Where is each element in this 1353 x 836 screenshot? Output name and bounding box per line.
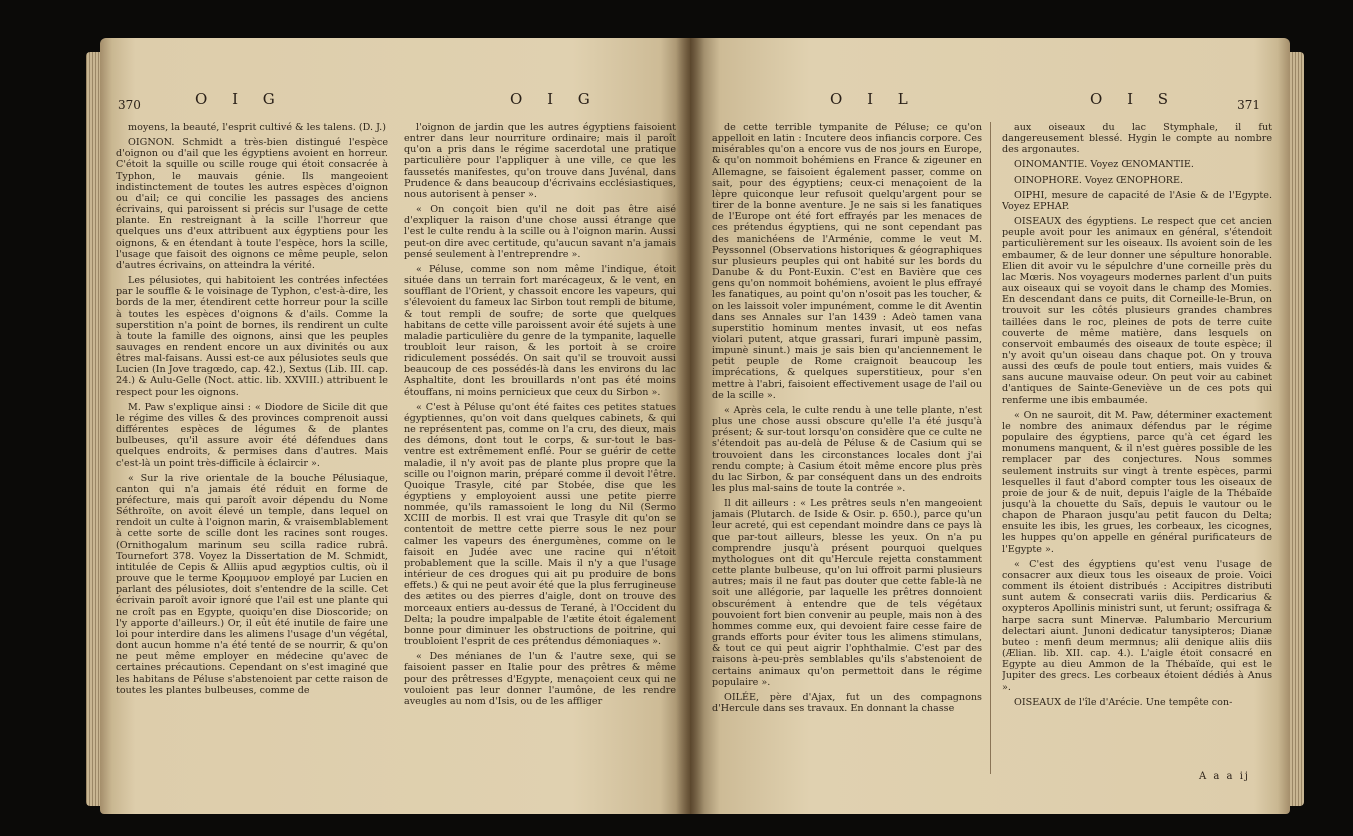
paragraph: « Péluse, comme son nom même l'indique, étoit située dans un terrain fort marécageux, & le vent, en soufflant de l'Orient, y chassoit encore les vapeurs, qui s'élevoient du fameux lac Sirbon tout rempli de bitume, & tout rempli de soufre; de sorte que quelques habitans de cette ville paroissent avoir été sujets à une maladie particulière du genre de la tympanite, laquelle troubloit leur raison, & les portoit à se croire ridiculement possédés. On sait qu'il se trouvoit aussi beaucoup de ces possédés-là dans les environs du lac Asphaltite, dont les brouillards n'ont pas été moins étouffans, ni moins pernicieux que ceux du Sirbon ».	[404, 263, 676, 398]
paragraph: aux oiseaux du lac Stymphale, il fut dangereusement blessé. Hygin le compte au nombre des argonautes.	[1002, 122, 1272, 156]
running-head: O I G	[510, 90, 600, 108]
page-number: 370	[118, 98, 141, 112]
paragraph: OIPHI, mesure de capacité de l'Asie & de l'Egypte. Voyez EPHAP.	[1002, 189, 1272, 212]
running-head: O I L	[830, 90, 918, 108]
paragraph: OISEAUX des égyptiens. Le respect que cet ancien peuple avoit pour les animaux en général, s'étendoit particulièrement sur les oiseaux. Ils avoient soin de les embaumer, & de leur donner une sépulture honorable. Elien dit avoir vu le sépulchre d'une corneille près du lac Mœris. Nos voyageurs modernes parlent d'un puits aux oiseaux qui se voyoit dans le champ des Momies. En descendant dans ce puits, dit Corneille-le-Brun, on trouvoit sur les côtés plusieurs grandes chambres taillées dans le roc, pleines de pots de terre cuite couverte de même matière, dans lesquels on conservoit embaumés des oiseaux de toute espèce; il n'y avoit qu'un oiseau dans chaque pot. On y trouva aussi des œufs de poule tout entiers, mais vuides & sans aucune mauvaise odeur. On peut voir au cabinet d'antiques de Sainte-Geneviève un de ces pots qui renferme une ibis embaumée.	[1002, 216, 1272, 406]
paragraph: OISEAUX de l'île d'Arécie. Une tempête con-	[1014, 696, 1233, 708]
text-column	[712, 122, 982, 786]
page-number: 371	[1237, 98, 1260, 112]
right-page	[690, 38, 1290, 814]
book-gutter	[676, 38, 704, 814]
paragraph: moyens, la beauté, l'esprit cultivé & les talens. (D. J.)	[128, 122, 386, 133]
paragraph: l'oignon de jardin que les autres égyptiens faisoient entrer dans leur nourriture ordinaire; mais il paroît qu'on a pris dans le régime sacerdotal une pratique particulière pour l'appliquer à une ville, ce que les faussetés manifestes, qu'on trouve dans Juvénal, dans Prudence & dans beaucoup d'écrivains ecclésiastiques, nous autorisent à penser ».	[404, 122, 676, 200]
column-rule	[990, 122, 991, 774]
signature-mark: A a a ij	[1199, 771, 1250, 782]
paragraph: « C'est à Péluse qu'ont été faites ces petites statues égyptiennes, qu'on voit dans quelques cabinets, & qui ne représentent pas, comme on l'a cru, des dieux, mais des démons, dont tout le corps, & sur-tout le bas-ventre est extrêmement enflé. Pour se guérir de cette maladie, il n'y avoit pas de plante plus propre que la scille ou l'oignon marin, préparé comme il devoit l'être. Quoique Trasyle, cité par Stobée, dise que les égyptiens y employoient aussi une petite pierre nommée, qu'ils ramassoient le long du Nil (Sermo XCIII de morbis. Il est vrai que Trasyle dit qu'on se contentoit de mettre cette pierre sous le nez pour calmer les vapeurs des énergumènes, comme on le faisoit en Judée avec une racine qui n'étoit probablement que la scille. Mais il n'y a que l'usage intérieur de ces drogues qui ait pu produire de bons effets.) & qui ne peut avoir été que la plus ferrugineuse des ætites ou des pierres d'aigle, dont on trouve des morceaux entiers au-dessus de Terané, à l'Occident du Delta; la poudre impalpable de l'ætite étoit également bonne pour diminuer les obstructions de poitrine, qui troubloient l'esprit de ces prétendus démoniaques ».	[404, 401, 676, 648]
paragraph: OILÉE, père d'Ajax, fut un des compagnons d'Hercule dans ses travaux. En donnant la chasse	[712, 691, 982, 714]
paragraph: « On ne sauroit, dit M. Paw, déterminer exactement le nombre des animaux défendus par le régime populaire des égyptiens, parce qu'à cet égard les monumens manquent, & il n'est guères possible de les remplacer par des conjectures. Nous sommes seulement instruits sur vingt à trente espèces, parmi lesquelles il faut d'abord compter tous les oiseaux de proie de jour & de nuit, depuis l'aigle de la Thébaïde jusqu'à la chouette du Saïs, depuis le vautour ou le chapon de Pharaon jusqu'au petit faucon du Delta; ensuite les ibis, les grues, les corbeaux, les cicognes, les huppes qu'on appelle en général purificateurs de l'Egypte ».	[1002, 409, 1272, 555]
paragraph: OINOPHORE. Voyez ŒNOPHORE.	[1014, 174, 1184, 186]
paragraph: « On conçoit bien qu'il ne doit pas être aisé d'expliquer la raison d'une chose aussi étrange que l'est le culte rendu à la scille ou à l'oignon marin. Aussi peut-on dire avec certitude, qu'aucun savant n'a jamais pensé seulement à l'entreprendre ».	[404, 204, 676, 260]
paragraph: « C'est des égyptiens qu'est venu l'usage de consacrer aux dieux tous les oiseaux de proie. Voici comment ils étoient distribués : Accipitres distributi sunt autem & consecrati variis diis. Perdicarius & oxypteros Apollinis ministri sunt, ut ferunt; ossifraga & harpe sacra sunt Minervæ. Palumbario Mercurium delectari aiunt. Junoni dedicatur tanysipteros; Dianæ buteo : menfi deum mermnus; alii denique aliis diis (Ælian. lib. XII. cap. 4.). L'aigle étoit consacré en Egypte au dieu Ammon de la Thébaïde, qui est le Jupiter des grecs. Les corbeaux étoient dédiés à Anus ».	[1002, 558, 1272, 693]
paragraph: « Sur la rive orientale de la bouche Pélusiaque, canton qui n'a jamais été réduit en forme de préfecture, mais qui paroît avoir dépendu du Nome Séthroïte, on avoit élevé un temple, dans lequel on rendoit un culte à l'oignon marin, & vraisemblablement à cette sorte de scille dont les racines sont rouges. (Ornithogalum marinum seu scilla radice rubrâ. Tournefort 378. Voyez la Dissertation de M. Schmidt, intitulée de Cepis & Alliis apud ægyptios cultis, où il prouve que le terme Κρομμυον employé par Lucien en parlant des pélusiotes, doit s'entendre de la scille. Cet écrivain paroît avoir ignoré que l'ail est une plante qui ne croît pas en Egypte, quoiqu'en dise Dioscoride; on l'y apporte d'ailleurs.) Or, il eût été inutile de faire une loi pour interdire dans les alimens l'usage d'un végétal, dont aucun homme n'a été tenté de se nourrir, & qu'on ne peut même employer en médecine qu'avec de certaines précautions. Cependant on s'est imaginé que les habitans de Péluse s'abstenoient par cette raison de toutes les plantes bulbeuses, comme de	[116, 472, 388, 696]
paragraph: OINOMANTIE. Voyez ŒNOMANTIE.	[1014, 159, 1194, 171]
paragraph: OIGNON. Schmidt a très-bien distingué l'espèce d'oignon ou d'ail que les égyptiens avoient en horreur. C'étoit la squille ou scille rouge qui étoit consacrée à Typhon, le mauvais génie. Ils mangeoient indistinctement de toutes les autres espèces d'oignon ou d'ail; ce qui concilie les passages des anciens écrivains, qui paroissent si précis sur l'usage de cette plante. En restreignant à la scille l'horreur que quelques uns d'eux attribuent aux égyptiens pour les oignons, & en étendant à toute l'espèce, hors la scille, l'usage que faisoit des oignons ce même peuple, selon d'autres écrivains, on atteindra la vérité.	[116, 137, 388, 271]
running-head: O I S	[1090, 90, 1179, 108]
paragraph: Il dit ailleurs : « Les prêtres seuls n'en mangeoient jamais (Plutarch. de Iside & Osir. p. 650.), parce qu'un leur acreté, qui est cependant moindre dans ce pays là que par-tout ailleurs, blesse les yeux. On n'a pu comprendre jusqu'à présent pourquoi quelques mythologues ont dit qu'Hercule rejetta constamment cette plante bulbeuse, qu'on lui offroit parmi plusieurs autres; mais il ne faut pas douter que cette fable-là ne soit une allégorie, par laquelle les prêtres donnoient obscurément à entendre que de tels végétaux pouvoient fort bien convenir au peuple, mais non à des hommes comme eux, qui devoient faire cesse faire de grands efforts pour éviter tous les alimens stimulans, & tout ce qui peut aigrir l'ophthalmie. C'est par des raisons à-peu-près semblables qu'ils s'abstenoient de certains animaux qu'on permettoit dans le régime populaire ».	[712, 498, 982, 688]
text-column	[116, 122, 388, 786]
right-page-edges	[1290, 52, 1304, 806]
running-head: O I G	[195, 90, 285, 108]
text-column	[404, 122, 676, 786]
left-page-edges	[86, 52, 100, 806]
paragraph: M. Paw s'explique ainsi : « Diodore de Sicile dit que le régime des villes & des provinces comprenoit aussi différentes espèces de légumes & de plantes bulbeuses, qu'il assure avoir été défendues dans quelques endroits, & permises dans d'autres. Mais c'est-là un point très-difficile à éclaircir ».	[116, 401, 388, 469]
paragraph: de cette terrible tympanite de Péluse; ce qu'on appelloit en latin : Incutere deos infiancis corpore. Ces misérables qu'on a encore vus de nos jours en Europe, & qu'on nommoit bohémiens en France & zigeuner en Allemagne, se faisoient également passer, comme on sait, pour des égyptiens; ceux-ci menaçoient de la lèpre quiconque leur refusoit quelqu'argent pour se tirer de la bonne aventure. Je ne sais si les fanatiques de l'Europe ont été fort effrayés par les menaces de ces prétendus égyptiens, qui ne sont cependant pas des manichéens de l'Arménie, comme le veut M. Peyssonnel (Observations historiques & géographiques sur plusieurs peuples qui ont habité sur les bords du Danube & du Pont-Euxin. C'est en Bavière que ces gens qu'on nommoit bohémiens, avoient le plus effrayé les fanatiques, au point qu'on n'osoit pas les toucher, & on les laissoit voler impunément, comme le dit Aventin dans ses Annales sur l'an 1439 : Adeò tamen vana superstitio hominum mentes invasit, ut eos nefas violari putent, atque grassari, furari impunè passim, impunè sinunt.) mais je sais bien qu'anciennement le petit peuple de Rome craignoit beaucoup les imprécations, & quelques superstitieux, pour s'en mettre à l'abri, faisoient effectivement usage de l'ail ou de la scille ».	[712, 122, 982, 401]
paragraph: « Après cela, le culte rendu à une telle plante, n'est plus une chose aussi obscure qu'elle l'a été jusqu'à présent; & sur-tout lorsqu'on considère que ce culte ne s'étendoit pas au-delà de Péluse & de Casium qui se trouvoient dans les circonstances locales dont j'ai rendu compte; à Casium étoit même encore plus près du lac Sirbon, & par conséquent dans un des endroits les plus mal-sains de toute la contrée ».	[712, 404, 982, 494]
paragraph: « Des ménianes de l'un & l'autre sexe, qui se faisoient passer en Italie pour des prêtres & même pour des prêtresses d'Egypte, menaçoient ceux qui ne vouloient pas leur donner l'aumône, de les rendre aveugles au nom d'Isis, ou de les affliger	[404, 651, 676, 707]
left-page	[100, 38, 690, 814]
text-column	[1002, 122, 1272, 768]
paragraph: Les pélusiotes, qui habitoient les contrées infectées par le souffle & le voisinage de Typhon, c'est-à-dire, les bords de la mer, étendirent cette horreur pour la scille à toutes les espèces d'oignons & d'ails. Comme la superstition n'a point de bornes, ils rendirent un culte à toute la famille des oignons, ainsi que les peuples sauvages en rendent encore un aux divinités ou aux êtres mal-faisans. Aussi est-ce aux pélusiotes seuls que Lucien (In Jove tragœdo, cap. 42.), Sextus (Lib. III. cap. 24.) & Aulu-Gelle (Noct. attic. lib. XXVIII.) attribuent le respect pour les oignons.	[116, 275, 388, 398]
